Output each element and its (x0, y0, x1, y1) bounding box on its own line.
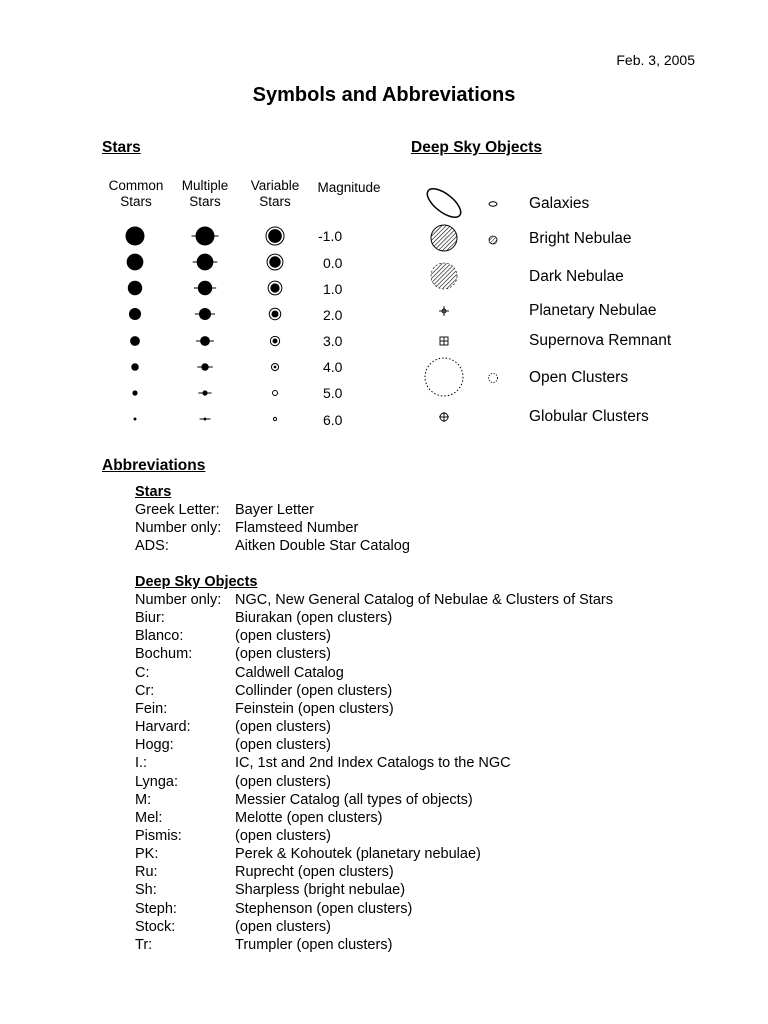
abbreviation-key: Blanco: (135, 628, 184, 645)
abbreviation-value: Collinder (open clusters) (235, 682, 393, 699)
common-star-symbol (129, 308, 141, 320)
abbreviation-value: IC, 1st and 2nd Index Catalogs to the NGC (235, 755, 511, 772)
common-star-symbol (131, 363, 139, 371)
abbreviation-value: Caldwell Catalog (235, 664, 344, 681)
variable-star-symbol (270, 336, 279, 345)
abbreviation-key: C: (135, 664, 150, 681)
abbreviation-key: Stock: (135, 918, 176, 935)
dso-symbols (415, 180, 515, 435)
abbreviation-key: ADS: (135, 538, 169, 555)
common-star-symbol (132, 390, 137, 395)
dark-nebula-icon (431, 263, 457, 289)
dso-label-bright-nebulae: Bright Nebulae (529, 230, 632, 247)
dso-label-supernova-remnant: Supernova Remnant (529, 332, 672, 349)
abbreviation-key: Biur: (135, 610, 165, 627)
abbreviation-key: Sh: (135, 882, 157, 899)
open-cluster-icon (425, 358, 498, 396)
column-header-line: Stars (259, 194, 291, 209)
planetary-nebula-icon (439, 306, 449, 316)
common-star-symbol (134, 418, 137, 421)
multiple-star-symbol (196, 336, 214, 346)
common-star-symbol (130, 336, 140, 346)
abbreviation-key: Fein: (135, 700, 168, 717)
variable-star-symbol (267, 254, 283, 270)
globular-cluster-icon (439, 412, 449, 422)
document-date: Feb. 3, 2005 (616, 52, 695, 68)
multiple-star-symbol (195, 308, 215, 320)
magnitude-label: 2.0 (323, 307, 343, 323)
dso-label-planetary-nebulae: Planetary Nebulae (529, 302, 657, 319)
magnitude-label: 1.0 (323, 281, 343, 297)
abbreviation-value: (open clusters) (235, 628, 331, 645)
abbreviation-key: PK: (135, 846, 159, 863)
variable-star-symbol (266, 227, 284, 245)
variable-star-symbol (273, 417, 276, 420)
bright-nebula-icon (431, 225, 497, 251)
abbreviation-value: Sharpless (bright nebulae) (235, 882, 406, 899)
column-header-line: Multiple (181, 178, 229, 193)
galaxy-icon (423, 184, 497, 223)
abbreviation-value: Bayer Letter (235, 502, 314, 518)
magnitude-label: 3.0 (323, 333, 343, 349)
abbreviation-value: (open clusters) (235, 827, 331, 844)
column-header-line: Variable (250, 178, 300, 193)
common-star-symbol (127, 254, 144, 271)
abbreviation-value: (open clusters) (235, 646, 331, 663)
abbreviation-key: Cr: (135, 682, 155, 699)
common-star-symbol (128, 281, 142, 295)
dso-label-dark-nebulae: Dark Nebulae (529, 268, 624, 285)
abbreviation-key: Tr: (135, 936, 153, 953)
multiple-star-symbol (200, 418, 211, 421)
abbreviation-value: Ruprecht (open clusters) (235, 864, 394, 881)
abbreviation-key: Number only: (135, 520, 222, 537)
abbreviation-value: Flamsteed Number (235, 520, 359, 537)
abbreviation-key: I.: (135, 755, 148, 772)
abbreviations-heading: Abbreviations (102, 457, 206, 474)
abbreviation-key: Harvard: (135, 719, 191, 736)
variable-star-symbol (269, 308, 280, 319)
abbreviation-key: Mel: (135, 809, 163, 826)
multiple-star-symbol (192, 227, 219, 246)
multiple-star-symbol (197, 363, 213, 371)
abbreviation-value: Perek & Kohoutek (planetary nebulae) (235, 846, 481, 863)
abbreviation-key: Number only: (135, 592, 222, 608)
supernova-remnant-icon (440, 337, 448, 345)
abbrev-dso-heading: Deep Sky Objects (135, 574, 258, 590)
multiple-star-symbol (193, 254, 218, 271)
abbreviation-key: M: (135, 791, 152, 808)
dso-label-globular-clusters: Globular Clusters (529, 408, 649, 425)
abbreviation-key: Lynga: (135, 773, 178, 790)
abbreviation-key: Bochum: (135, 646, 193, 663)
magnitude-label: 5.0 (323, 385, 343, 401)
variable-star-symbol (273, 391, 278, 396)
dso-label-galaxies: Galaxies (529, 195, 590, 212)
variable-star-symbol (271, 363, 278, 370)
abbreviation-key: Hogg: (135, 737, 174, 754)
column-header-line: Magnitude (317, 180, 381, 195)
magnitude-label: -1.0 (318, 228, 343, 244)
abbreviation-value: Trumpler (open clusters) (235, 936, 393, 953)
column-header-line: Stars (120, 194, 152, 209)
abbreviation-value: Biurakan (open clusters) (235, 610, 393, 627)
abbreviation-value: Stephenson (open clusters) (235, 900, 413, 917)
abbreviation-key: Ru: (135, 864, 158, 881)
column-header-magnitude (310, 180, 388, 196)
abbreviation-value: Melotte (open clusters) (235, 809, 383, 826)
abbrev-stars-heading: Stars (135, 484, 172, 500)
magnitude-label: 0.0 (323, 255, 343, 271)
star-symbols (100, 220, 320, 430)
abbreviation-value: (open clusters) (235, 737, 331, 754)
common-star-symbol (126, 227, 145, 246)
abbreviation-key: Greek Letter: (135, 502, 220, 518)
dso-label-open-clusters: Open Clusters (529, 369, 629, 386)
variable-star-symbol (268, 281, 282, 295)
multiple-star-symbol (198, 390, 211, 395)
abbreviation-key: Pismis: (135, 827, 182, 844)
abbreviation-value: (open clusters) (235, 773, 331, 790)
column-header-multiple-stars (170, 178, 240, 210)
abbreviation-key: Steph: (135, 900, 177, 917)
column-header-variable-stars (240, 178, 310, 210)
abbreviation-value: (open clusters) (235, 918, 331, 935)
abbreviation-value: Messier Catalog (all types of objects) (235, 791, 473, 808)
abbreviation-value: (open clusters) (235, 719, 331, 736)
dso-heading: Deep Sky Objects (411, 139, 542, 156)
stars-heading: Stars (102, 139, 141, 156)
abbreviation-value: Feinstein (open clusters) (235, 700, 394, 717)
page-title: Symbols and Abbreviations (252, 84, 516, 106)
column-header-common-stars (101, 178, 171, 210)
multiple-star-symbol (194, 281, 216, 295)
magnitude-label: 4.0 (323, 359, 343, 375)
column-header-line: Common (108, 178, 164, 193)
magnitude-label: 6.0 (323, 412, 343, 428)
abbreviation-value: NGC, New General Catalog of Nebulae & Clusters of Stars (235, 592, 613, 608)
abbreviation-value: Aitken Double Star Catalog (235, 538, 410, 555)
column-header-line: Stars (189, 194, 221, 209)
